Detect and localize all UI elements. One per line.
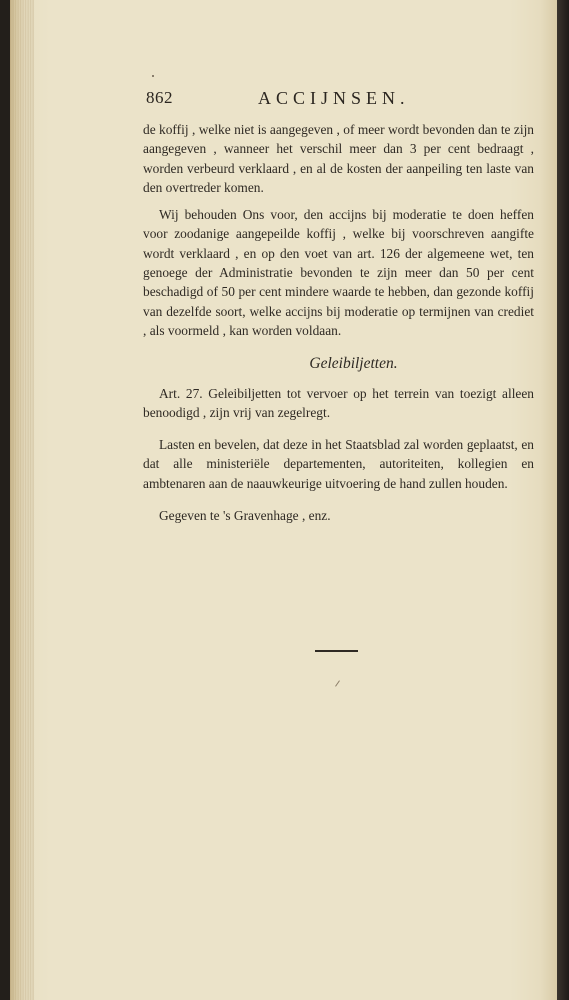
paragraph-moderation: Wij behouden Ons voor, den accijns bij moderatie te doen heffen voor zoodanige aangepeilde koffij , welke bij voorschreven aangifte wordt verklaard , en op den voet van art. 126 der algemeene wet, ten genoege der Administratie bevonden te zijn meer dan 50 per cent beschadigd of 50 per cent mindere waarde te hebben, dan gezonde koffij van dezelfde soort, welke accijns bij moderatie op termijnen van crediet , als voormeld , kan worden voldaan.: [143, 207, 534, 338]
subheading-geleibiljetten: Geleibiljetten.: [309, 355, 398, 373]
page-edge-right: [557, 0, 569, 1000]
paragraph-given-at: Gegeven te 's Gravenhage , enz.: [159, 508, 331, 524]
body-text: [143, 120, 534, 525]
running-head: [146, 88, 532, 114]
ink-speck: [152, 75, 154, 77]
paragraph-mandate: Lasten en bevelen, dat deze in het Staatsblad zal worden geplaatst, en dat alle ministeriële departementen, autoriteiten, kollegien en ambtenaren aan de naauwkeurige uitvoering de hand zullen houden.: [143, 437, 534, 491]
page-number: 862: [146, 88, 173, 107]
section-title: ACCIJNSEN.: [258, 88, 410, 108]
paragraph-article-27: Art. 27. Geleibiljetten tot vervoer op het terrein van toezigt alleen benoodigd , zijn vrij van zegelregt.: [143, 385, 534, 420]
page-edge-left: [10, 0, 34, 1000]
paragraph-continuation: de koffij , welke niet is aangegeven , of meer wordt bevonden dan te zijn aangegeven , wanneer het verschil meer dan 3 per cent bedraagt , worden verbeurd verklaard , en al de kosten der aanpeiling ten laste van den overtreder komen.: [143, 122, 534, 195]
end-rule: [315, 650, 358, 652]
